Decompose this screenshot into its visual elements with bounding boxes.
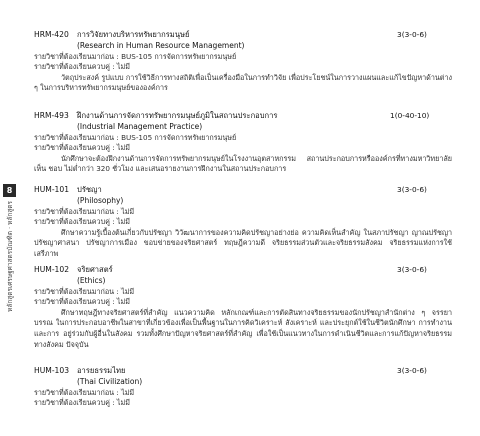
course-credits: 3(3-0-6) <box>397 185 427 194</box>
course-credits: 3(3-0-6) <box>397 265 427 274</box>
course-header <box>34 111 452 122</box>
course-header <box>34 366 452 377</box>
course-code: HUM-103 <box>34 366 70 375</box>
prerequisite-line: รายวิชาที่ต้องเรียนมาก่อน : BUS-105 การจัดการทรัพยากรมนุษย์ <box>34 51 237 61</box>
course-description <box>34 73 452 94</box>
course-description <box>34 154 452 175</box>
side-tab-text: หลักสูตรเศรษฐศาสตรบัณฑิต · หลักสูตร <box>5 201 14 312</box>
description-line: ในการประกอบอาชีพในสาขาที่เกี่ยวข้องเพื่อเป็นพื้นฐานในการคิดวิเคราะห์ สังเคราะห์ และประยุกต์ใช้ในชีวิตนักศึกษา การทำงานและการ <box>34 318 452 338</box>
description-line: ศึกษาทฤษฎีทางจริยศาสตร์ที่สำคัญ แนวความคิด หลักเกณฑ์และการตัดสินทางจริยธรรมของนักปรัชญาสำนักต่าง ๆ จรรยาบรรณ <box>34 307 452 328</box>
description-line: ศึกษาความรู้เบื้องต้นเกี่ยวกับปรัชญา วิวัฒนาการของความคิดปรัชญาอย่างย่อ ความคิดเห็นสำคัญ ในสภาปรัชญา ญาณปรัชญา <box>61 227 452 237</box>
corequisite-line: รายวิชาที่ต้องเรียนควบคู่ : ไม่มี <box>34 217 131 227</box>
corequisite-line: รายวิชาที่ต้องเรียนควบคู่ : ไม่มี <box>34 62 131 72</box>
course-header <box>34 185 452 196</box>
course-credits: 3(3-0-6) <box>397 366 427 375</box>
course-title-english: (Research in Human Resource Management) <box>77 41 245 50</box>
course-hrm-420 <box>34 30 452 94</box>
description-line: นักศึกษาจะต้องฝึกงานด้านการจัดการทรัพยากรมนุษย์ในโรงงานอุตสาหกรรม สถานประกอบการหรือองค์กรที่ทางมหาวิทยาลัยเห็น <box>34 153 452 174</box>
description-line: วัตถุประสงค์ รูปแบบ การใช้วิธีการทางสถิติเพื่อเป็นเครื่องมือในการทำวิจัย เพื่อประโยชน์ในการวางแผนและแก้ไขปัญหาด้านต่าง ๆ <box>34 72 452 93</box>
corequisite-line: รายวิชาที่ต้องเรียนควบคู่ : ไม่มี <box>34 143 131 153</box>
side-tab <box>3 184 16 312</box>
description-line: ปัจจุบัน <box>66 339 89 349</box>
course-code: HRM-420 <box>34 30 69 39</box>
course-code: HRM-493 <box>34 111 69 120</box>
course-title-thai: ฝึกงานด้านการจัดการทรัพยากรมนุษย์ภูมิในสถานประกอบการ <box>77 111 278 120</box>
description-line: ในการบริหารทรัพยากรมนุษย์ขององค์การ <box>40 83 168 93</box>
course-title-english: (Industrial Management Practice) <box>77 122 203 131</box>
course-header <box>34 265 452 276</box>
course-description <box>34 308 452 350</box>
course-title-thai: จริยศาสตร์ <box>77 265 113 274</box>
prerequisite-line: รายวิชาที่ต้องเรียนมาก่อน : ไม่มี <box>34 206 135 216</box>
course-title-thai: การวิจัยทางบริหารทรัพยากรมนุษย์ <box>77 30 190 39</box>
prerequisite-line: รายวิชาที่ต้องเรียนมาก่อน : BUS-105 การจัดการทรัพยากรมนุษย์ <box>34 132 237 142</box>
description-line: ชอบ ไม่ต่ำกว่า 320 ชั่วโมง และเสนอรายงานการฝึกงานในสถานประกอบการ <box>48 164 287 174</box>
course-title-english: (Thai Civilization) <box>77 377 143 386</box>
course-title-thai: อารยธรรมไทย <box>77 366 126 375</box>
description-line: ปรัชญาศาสนา ปรัชญาการเมือง ขอบข่ายของจริยศาสตร์ ทฤษฎีความดี จริยธรรมส่วนตัวและจริยธรรมสังคม จริยธรรมแห่งการใช้เสรีภาพ <box>34 238 452 258</box>
course-description <box>34 228 452 260</box>
course-header <box>34 30 452 41</box>
course-code: HUM-102 <box>34 265 70 274</box>
course-credits: 1(0-40-10) <box>390 111 430 120</box>
corequisite-line: รายวิชาที่ต้องเรียนควบคู่ : ไม่มี <box>34 398 131 408</box>
prerequisite-line: รายวิชาที่ต้องเรียนมาก่อน : ไม่มี <box>34 387 135 397</box>
course-hrm-493 <box>34 111 452 175</box>
side-tab-number: 8 <box>3 184 16 197</box>
course-title-english: (Philosophy) <box>77 196 124 205</box>
course-title-english: (Ethics) <box>77 276 106 285</box>
course-hum-103 <box>34 366 452 409</box>
course-hum-102 <box>34 265 452 350</box>
course-title-thai: ปรัชญา <box>77 185 102 194</box>
course-credits: 3(3-0-6) <box>397 30 427 39</box>
description-line: อยู่ร่วมกับผู้อื่นในสังคม รวมทั้งศึกษาปัญหาจริยศาสตร์ที่สำคัญ เพื่อใช้เป็นแนวทางในการดำเนินชีวิตและการแก้ปัญหาจริยธรรมทางสังคม <box>34 328 452 349</box>
corequisite-line: รายวิชาที่ต้องเรียนควบคู่ : ไม่มี <box>34 297 131 307</box>
course-code: HUM-101 <box>34 185 70 194</box>
course-hum-101 <box>34 185 452 260</box>
prerequisite-line: รายวิชาที่ต้องเรียนมาก่อน : ไม่มี <box>34 286 135 296</box>
